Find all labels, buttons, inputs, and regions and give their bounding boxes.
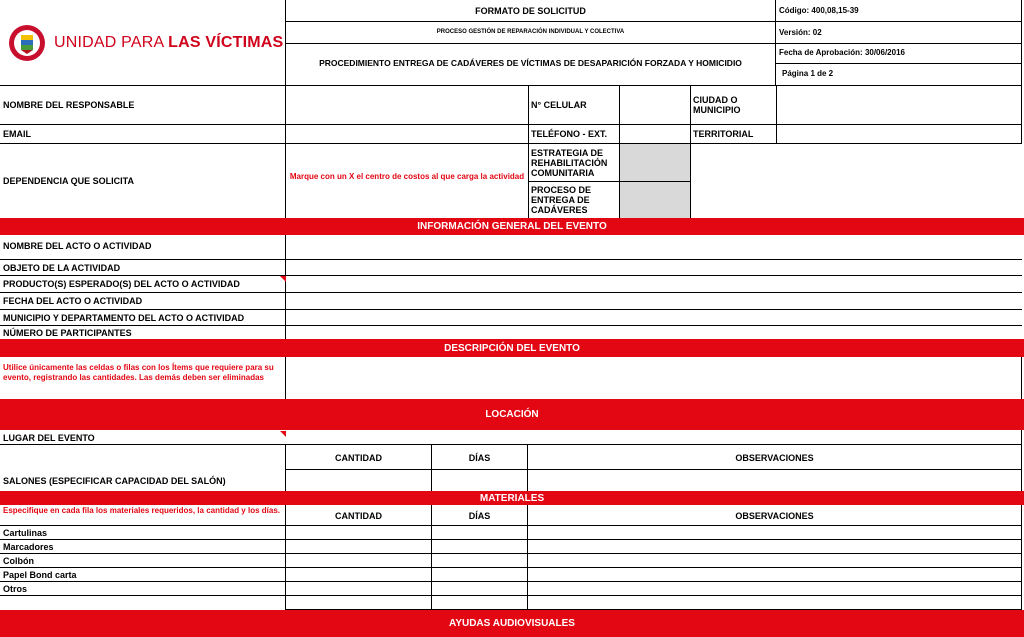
phone-field[interactable] — [620, 125, 690, 143]
responsable-name-label: NOMBRE DEL RESPONSABLE — [3, 100, 135, 110]
process-name: PROCESO GESTIÓN DE REPARACIÓN INDIVIDUAL Y COLECTIVA — [436, 29, 625, 35]
products-field[interactable] — [286, 276, 1022, 292]
material-item: Cartulinas — [3, 528, 48, 538]
general-section-title: INFORMACIÓN GENERAL DEL EVENTO — [417, 221, 607, 232]
territorial-field[interactable] — [777, 125, 1021, 143]
option-1-label: ESTRATEGIA DE REHABILITACIÓN COMUNITARIA — [531, 148, 608, 178]
date-field[interactable] — [286, 293, 1022, 309]
act-name-field[interactable] — [286, 236, 1022, 259]
place-field[interactable] — [286, 431, 1021, 444]
location-col-days: DÍAS — [468, 453, 491, 463]
format-title: FORMATO DE SOLICITUD — [475, 6, 586, 16]
material-item: Papel Bond carta — [3, 570, 77, 580]
place-label: LUGAR DEL EVENTO — [3, 433, 95, 443]
location-col-quantity: CANTIDAD — [335, 453, 382, 463]
municipality-label: MUNICIPIO Y DEPARTAMENTO DEL ACTO O ACTIVIDAD — [3, 313, 245, 323]
logo — [8, 22, 284, 62]
materials-col-quantity: CANTIDAD — [335, 511, 382, 521]
procedure-name: PROCEDIMIENTO ENTREGA DE CADÁVERES DE VÍCTIMAS DE DESAPARICIÓN FORZADA Y HOMICIDIO — [319, 58, 742, 68]
document-code: Código: 400,08,15-39 — [779, 6, 859, 15]
description-note: Utilice únicamente las celdas o filas con los Ítems que requiere para su evento, registrando las cantidades. Las demás deben ser eliminadas — [3, 363, 274, 382]
colombia-coat-of-arms-icon — [8, 24, 46, 62]
municipality-field[interactable] — [286, 310, 1022, 325]
location-section-title: LOCACIÓN — [485, 409, 539, 420]
description-section-title: DESCRIPCIÓN DEL EVENTO — [444, 343, 580, 354]
mark-instruction: Marque con un X el centro de costos al que carga la actividad — [289, 172, 525, 181]
option-1-checkbox[interactable] — [620, 144, 690, 181]
description-field[interactable] — [286, 358, 1021, 399]
materials-note: Especifique en cada fila los materiales requeridos, la cantidad y los días. — [3, 506, 280, 515]
page-number: Página 1 de 2 — [782, 69, 834, 78]
materials-col-observations: OBSERVACIONES — [735, 511, 814, 521]
cell-label: N° CELULAR — [531, 100, 587, 110]
option-2-label: PROCESO DE ENTREGA DE CADÁVERES — [531, 185, 592, 215]
material-item: Otros — [3, 584, 28, 594]
participants-field[interactable] — [286, 326, 1022, 339]
territorial-label: TERRITORIAL — [693, 129, 754, 139]
act-name-label: NOMBRE DEL ACTO O ACTIVIDAD — [3, 241, 152, 251]
location-col-observations: OBSERVACIONES — [735, 453, 814, 463]
objective-label: OBJETO DE LA ACTIVIDAD — [3, 263, 121, 273]
cell-field[interactable] — [620, 86, 690, 124]
audiovisual-section-title: AYUDAS AUDIOVISUALES — [449, 618, 575, 629]
products-label: PRODUCTO(S) ESPERADO(S) DEL ACTO O ACTIVIDAD — [3, 279, 240, 289]
option-2-checkbox[interactable] — [620, 182, 690, 218]
logo-text — [54, 34, 283, 52]
date-label: FECHA DEL ACTO O ACTIVIDAD — [3, 296, 143, 306]
rooms-quantity-field[interactable] — [286, 470, 431, 491]
dependency-label: DEPENDENCIA QUE SOLICITA — [3, 176, 135, 186]
material-item: Colbón — [3, 556, 34, 566]
participants-label: NÚMERO DE PARTICIPANTES — [3, 328, 132, 338]
rooms-label: SALONES (ESPECIFICAR CAPACIDAD DEL SALÓN) — [3, 476, 226, 486]
materials-section-title: MATERIALES — [479, 493, 545, 504]
logo-text-light: UNIDAD PARA — [54, 34, 169, 51]
document-version: Versión: 02 — [779, 28, 822, 37]
email-field[interactable] — [286, 125, 528, 143]
material-item: Marcadores — [3, 542, 54, 552]
materials-col-days: DÍAS — [468, 511, 491, 521]
city-label: CIUDAD O MUNICIPIO — [693, 95, 741, 115]
responsable-name-field[interactable] — [286, 86, 528, 124]
objective-field[interactable] — [286, 260, 1022, 275]
city-field[interactable] — [777, 86, 1021, 124]
phone-label: TELÉFONO - EXT. — [531, 129, 608, 139]
approval-date: Fecha de Aprobación: 30/06/2016 — [779, 48, 905, 57]
email-label: EMAIL — [3, 129, 31, 139]
rooms-observations-field[interactable] — [528, 470, 1021, 491]
logo-text-bold: LAS VÍCTIMAS — [168, 34, 284, 51]
rooms-days-field[interactable] — [432, 470, 527, 491]
